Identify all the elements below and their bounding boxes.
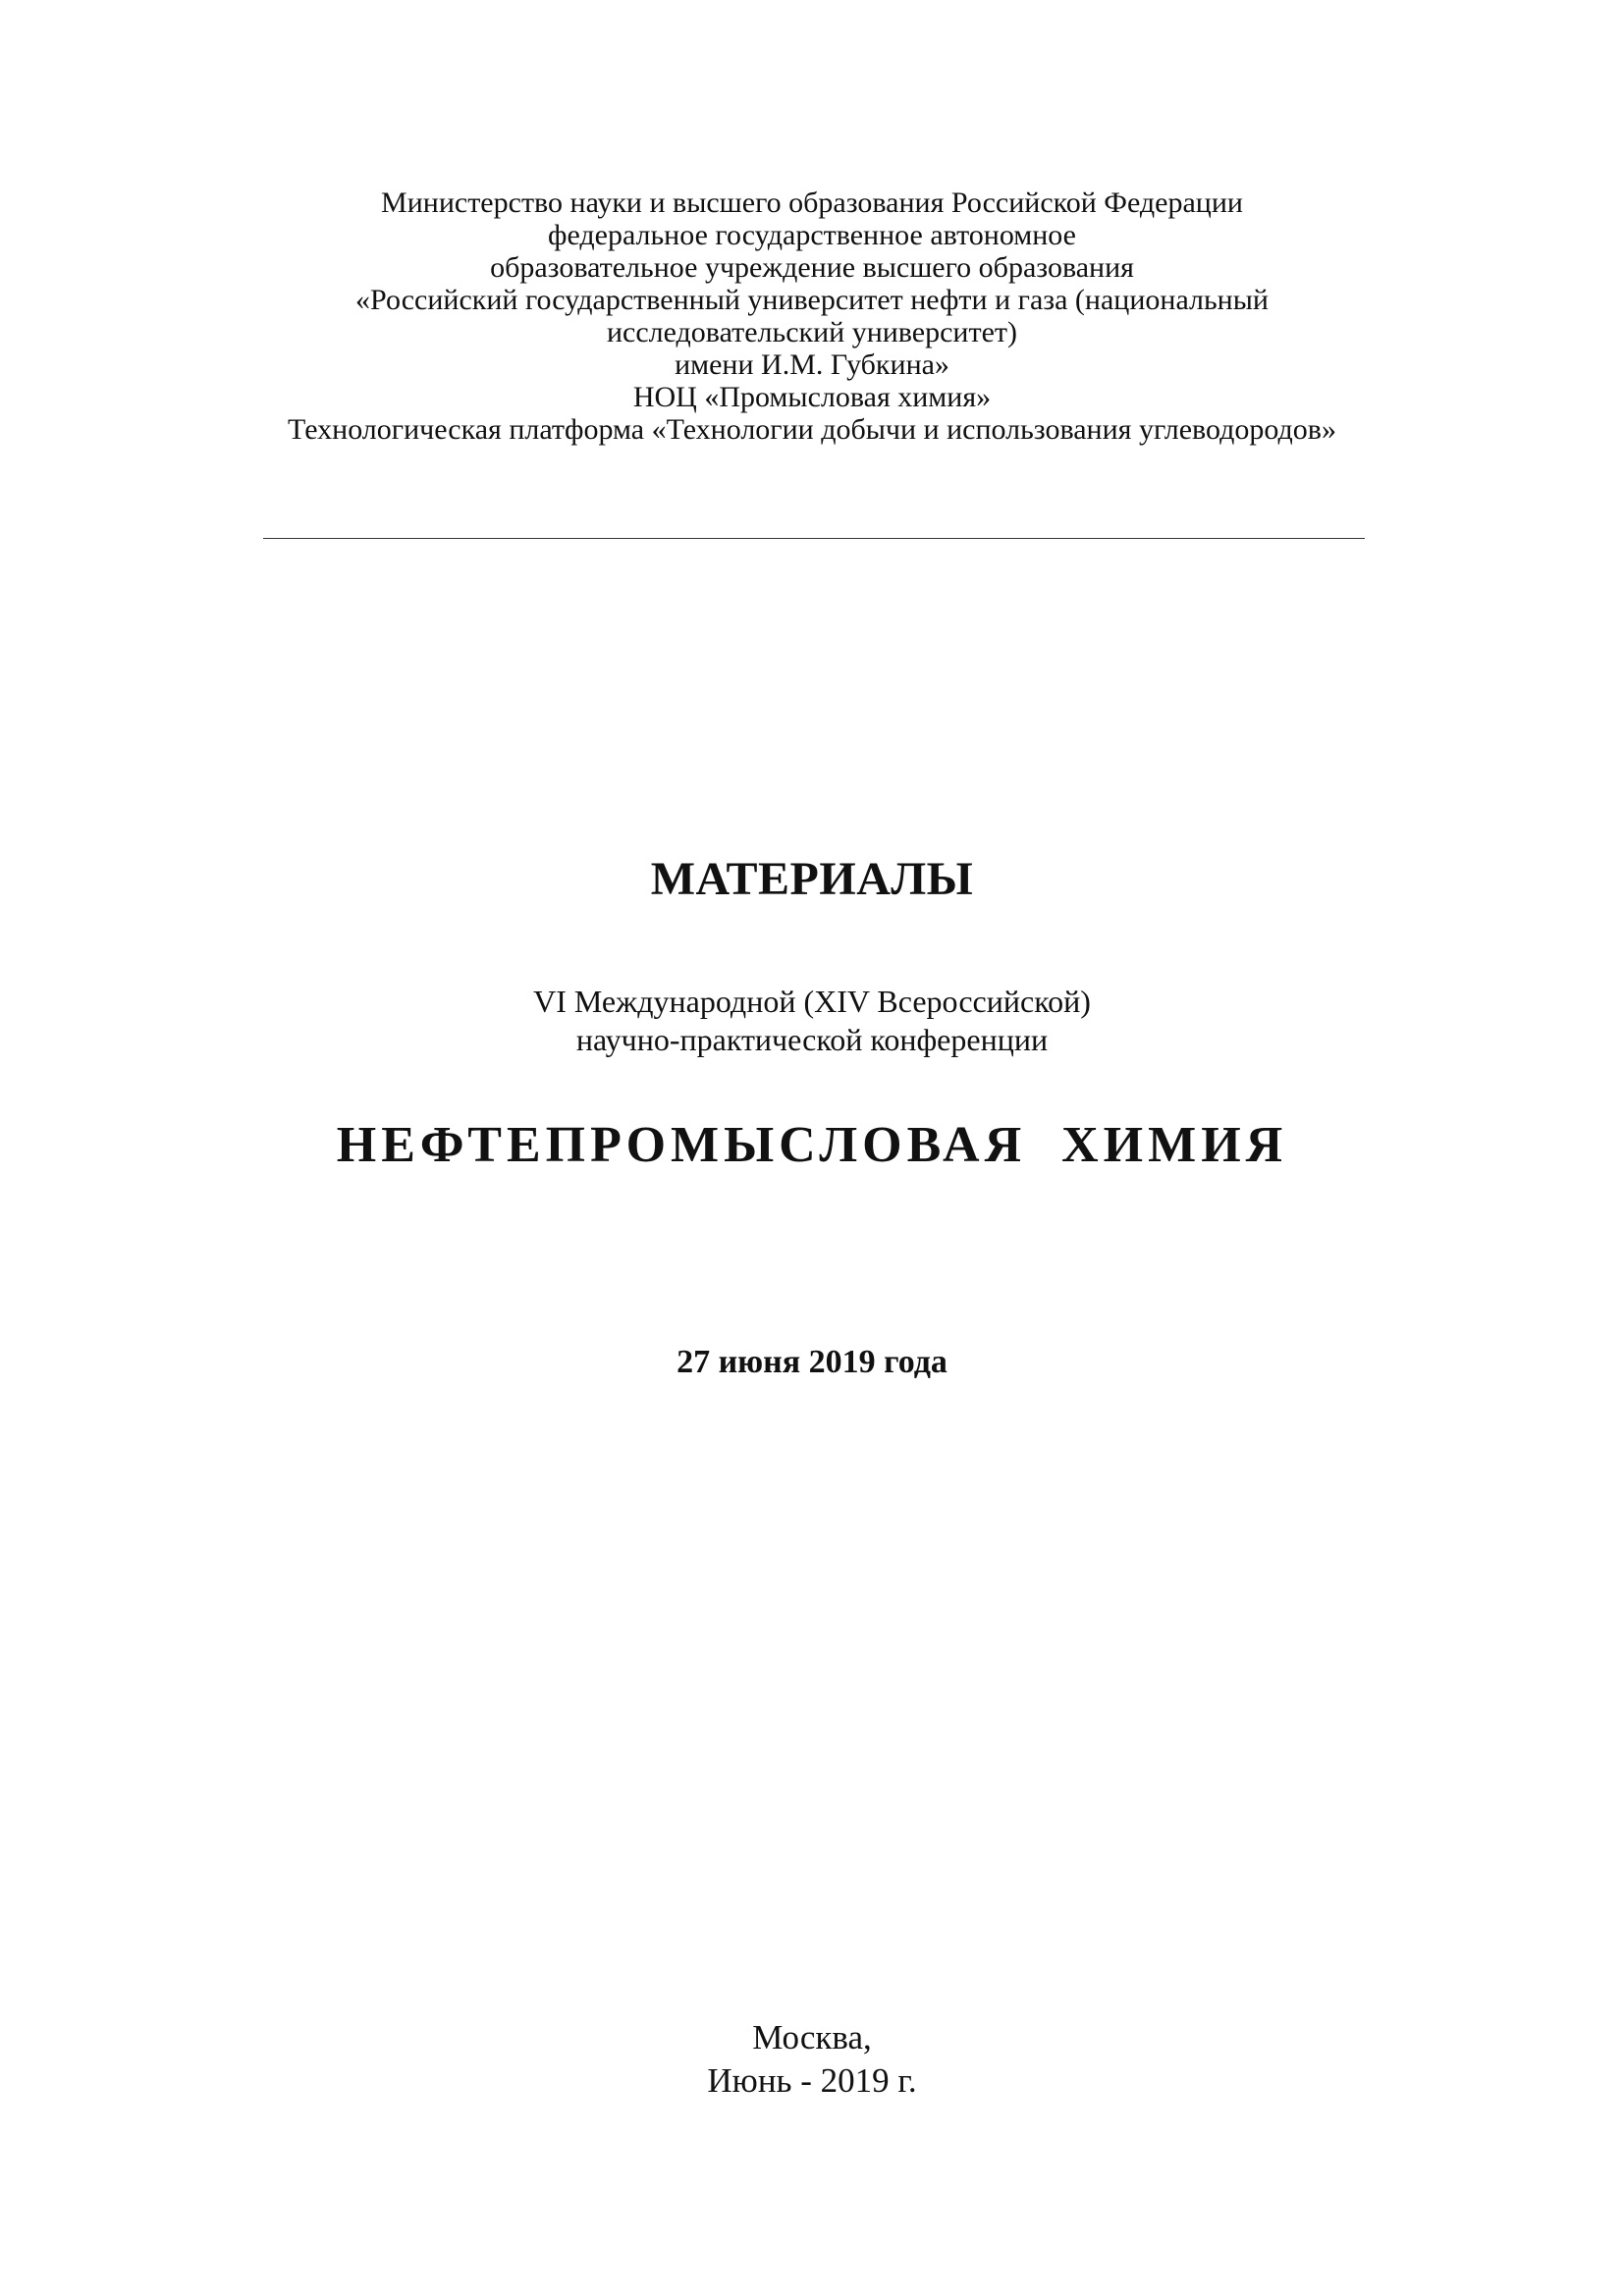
header-line-research-center: НОЦ «Промысловая химия» (632, 381, 992, 413)
publication-date: Июнь - 2019 г. (707, 2061, 917, 2100)
document-title: МАТЕРИАЛЫ (650, 853, 974, 905)
institution-header (0, 187, 1624, 446)
conference-date: 27 июня 2019 года (677, 1344, 947, 1380)
header-line-institution-type: образовательное учреждение высшего образования (490, 251, 1134, 284)
header-line-ministry: Министерство науки и высшего образования Российской Федерации (381, 187, 1243, 219)
header-line-named-after: имени И.М. Губкина» (675, 348, 949, 381)
publication-city: Москва, (752, 2018, 872, 2056)
conference-description (0, 983, 1624, 1059)
conference-description-line-1: VI Международной (XIV Всероссийской) (533, 984, 1091, 1019)
header-line-university-name-cont: исследовательский университет) (606, 316, 1018, 348)
publication-info (0, 2016, 1624, 2103)
header-line-tech-platform: Технологическая платформа «Технологии добычи и использования углеводородов» (288, 413, 1336, 446)
conference-description-line-2: научно-практической конференции (575, 1022, 1049, 1057)
header-line-federal: федеральное государственное автономное (548, 219, 1076, 251)
header-line-university-name: «Российский государственный университет нефти и газа (национальный (355, 284, 1269, 316)
conference-name: НЕФТЕПРОМЫСЛОВАЯ ХИМИЯ (336, 1117, 1288, 1173)
header-divider (263, 538, 1365, 539)
